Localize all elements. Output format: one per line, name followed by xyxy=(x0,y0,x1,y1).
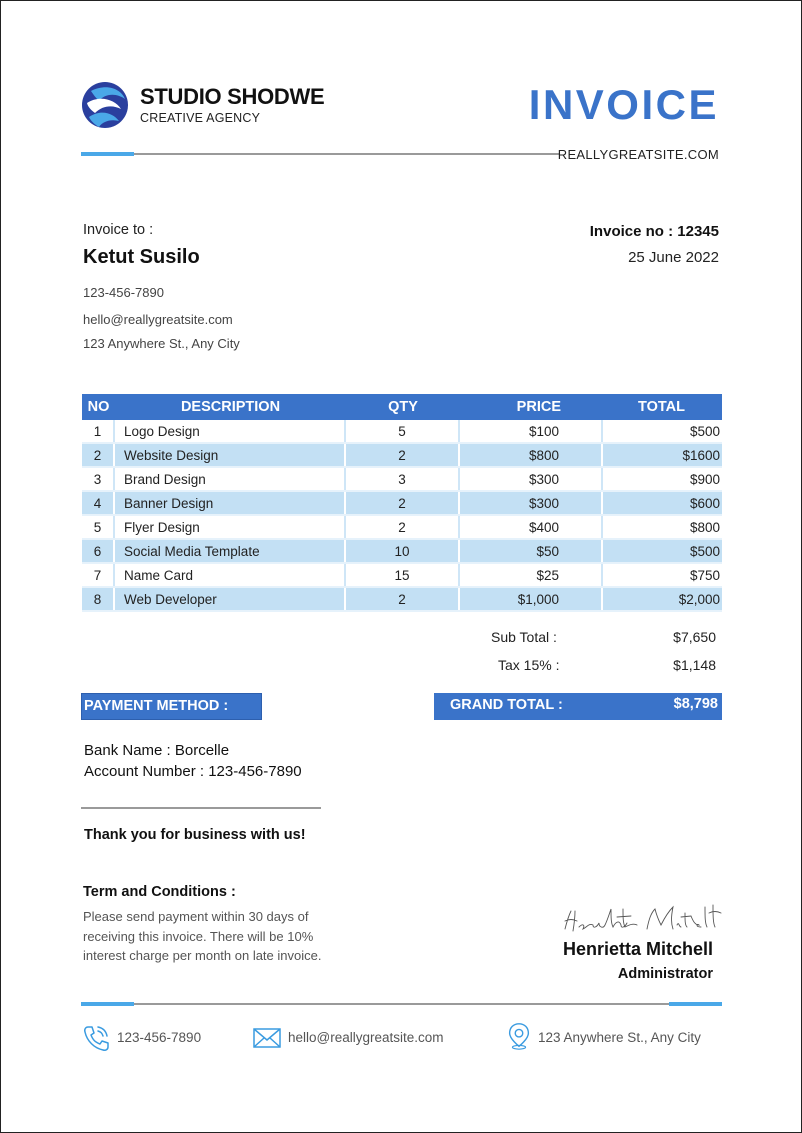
cell-total: $600 xyxy=(689,495,720,511)
cell-no: 3 xyxy=(82,468,115,490)
cell-description: Logo Design xyxy=(115,420,346,442)
terms-title: Term and Conditions : xyxy=(83,884,236,900)
table-row xyxy=(82,516,722,540)
cell-total: $750 xyxy=(689,567,720,583)
footer-address: 123 Anywhere St., Any City xyxy=(538,1030,701,1045)
cell-total: $1600 xyxy=(682,447,720,463)
cell-price: $800 xyxy=(460,444,603,466)
website-link[interactable]: REALLYGREATSITE.COM xyxy=(557,147,719,162)
cell-total: $500 xyxy=(689,543,720,559)
cell-qty: 5 xyxy=(346,420,460,442)
cell-no: 6 xyxy=(82,540,115,562)
grand-total-value: $8,798 xyxy=(673,696,718,712)
cell-total: $800 xyxy=(689,519,720,535)
cell-price: $1,000 xyxy=(460,588,603,610)
signer-name: Henrietta Mitchell xyxy=(562,939,713,959)
section-divider xyxy=(81,807,321,809)
footer-divider-accent-left xyxy=(81,1002,134,1006)
company-name: STUDIO SHODWE xyxy=(140,84,325,109)
cell-price: $300 xyxy=(460,492,603,514)
cell-no: 8 xyxy=(82,588,115,610)
phone-icon xyxy=(81,1023,111,1053)
cell-description: Social Media Template xyxy=(115,540,346,562)
terms-body: Please send payment within 30 days of receiving this invoice. There will be 10% interest charge per month on late invoice. xyxy=(83,909,322,963)
cell-no: 7 xyxy=(82,564,115,586)
table-row xyxy=(82,540,722,564)
col-no-header: NO xyxy=(87,399,110,415)
footer-phone[interactable]: 123-456-7890 xyxy=(117,1030,202,1045)
customer-address: 123 Anywhere St., Any City xyxy=(83,336,240,351)
cell-no: 4 xyxy=(82,492,115,514)
invoice-date: 25 June 2022 xyxy=(628,249,719,266)
cell-no: 2 xyxy=(82,444,115,466)
cell-price: $400 xyxy=(460,516,603,538)
customer-name: Ketut Susilo xyxy=(83,246,200,268)
col-total-header: TOTAL xyxy=(638,399,685,415)
invoice-number: Invoice no : 12345 xyxy=(589,223,719,240)
customer-phone: 123-456-7890 xyxy=(83,285,164,300)
table-row xyxy=(82,492,722,516)
cell-description: Name Card xyxy=(115,564,346,586)
company-tagline: CREATIVE AGENCY xyxy=(140,111,261,125)
grand-total-bar xyxy=(434,693,722,720)
cell-qty: 2 xyxy=(346,444,460,466)
footer-email[interactable]: hello@reallygreatsite.com xyxy=(288,1030,444,1045)
subtotal-value: $7,650 xyxy=(673,629,716,645)
cell-description: Website Design xyxy=(115,444,346,466)
table-row xyxy=(82,420,722,444)
cell-description: Banner Design xyxy=(115,492,346,514)
cell-price: $300 xyxy=(460,468,603,490)
footer-divider-accent-right xyxy=(669,1002,722,1006)
grand-total-label: GRAND TOTAL : xyxy=(450,697,563,713)
customer-email: hello@reallygreatsite.com xyxy=(83,312,233,327)
cell-price: $100 xyxy=(460,420,603,442)
invoice-title: INVOICE xyxy=(528,81,719,128)
cell-qty: 2 xyxy=(346,588,460,610)
cell-qty: 2 xyxy=(346,516,460,538)
col-qty-header: QTY xyxy=(388,399,418,415)
signer-role: Administrator xyxy=(617,966,713,982)
cell-qty: 15 xyxy=(346,564,460,586)
cell-qty: 3 xyxy=(346,468,460,490)
thank-you-note: Thank you for business with us! xyxy=(84,827,306,843)
cell-no: 5 xyxy=(82,516,115,538)
cell-no: 1 xyxy=(82,420,115,442)
table-row xyxy=(82,468,722,492)
items-table xyxy=(82,394,722,612)
table-header xyxy=(82,394,722,420)
header-divider-accent xyxy=(81,152,134,156)
cell-qty: 2 xyxy=(346,492,460,514)
table-row xyxy=(82,588,722,612)
tax-value: $1,148 xyxy=(673,657,716,673)
subtotal-label: Sub Total : xyxy=(491,629,557,645)
col-description-header: DESCRIPTION xyxy=(180,399,281,415)
bank-name: Bank Name : Borcelle xyxy=(84,742,230,759)
footer-divider xyxy=(81,1003,722,1005)
studio-logo-icon xyxy=(81,81,129,129)
cell-total: $900 xyxy=(689,471,720,487)
cell-description: Flyer Design xyxy=(115,516,346,538)
cell-price: $50 xyxy=(460,540,603,562)
table-row xyxy=(82,444,722,468)
tax-label: Tax 15% : xyxy=(498,657,560,673)
cell-qty: 10 xyxy=(346,540,460,562)
signature-image xyxy=(559,899,723,937)
cell-total: $500 xyxy=(689,423,720,439)
invoice-to-label: Invoice to : xyxy=(83,222,154,238)
cell-description: Brand Design xyxy=(115,468,346,490)
account-number: Account Number : 123-456-7890 xyxy=(84,763,302,780)
cell-description: Web Developer xyxy=(115,588,346,610)
table-row xyxy=(82,564,722,588)
col-price-header: PRICE xyxy=(516,399,561,415)
payment-method-heading: PAYMENT METHOD : xyxy=(81,693,262,720)
cell-price: $25 xyxy=(460,564,603,586)
cell-total: $2,000 xyxy=(678,591,720,607)
header-divider xyxy=(81,153,559,155)
location-pin-icon xyxy=(504,1021,534,1051)
mail-icon xyxy=(252,1023,282,1053)
